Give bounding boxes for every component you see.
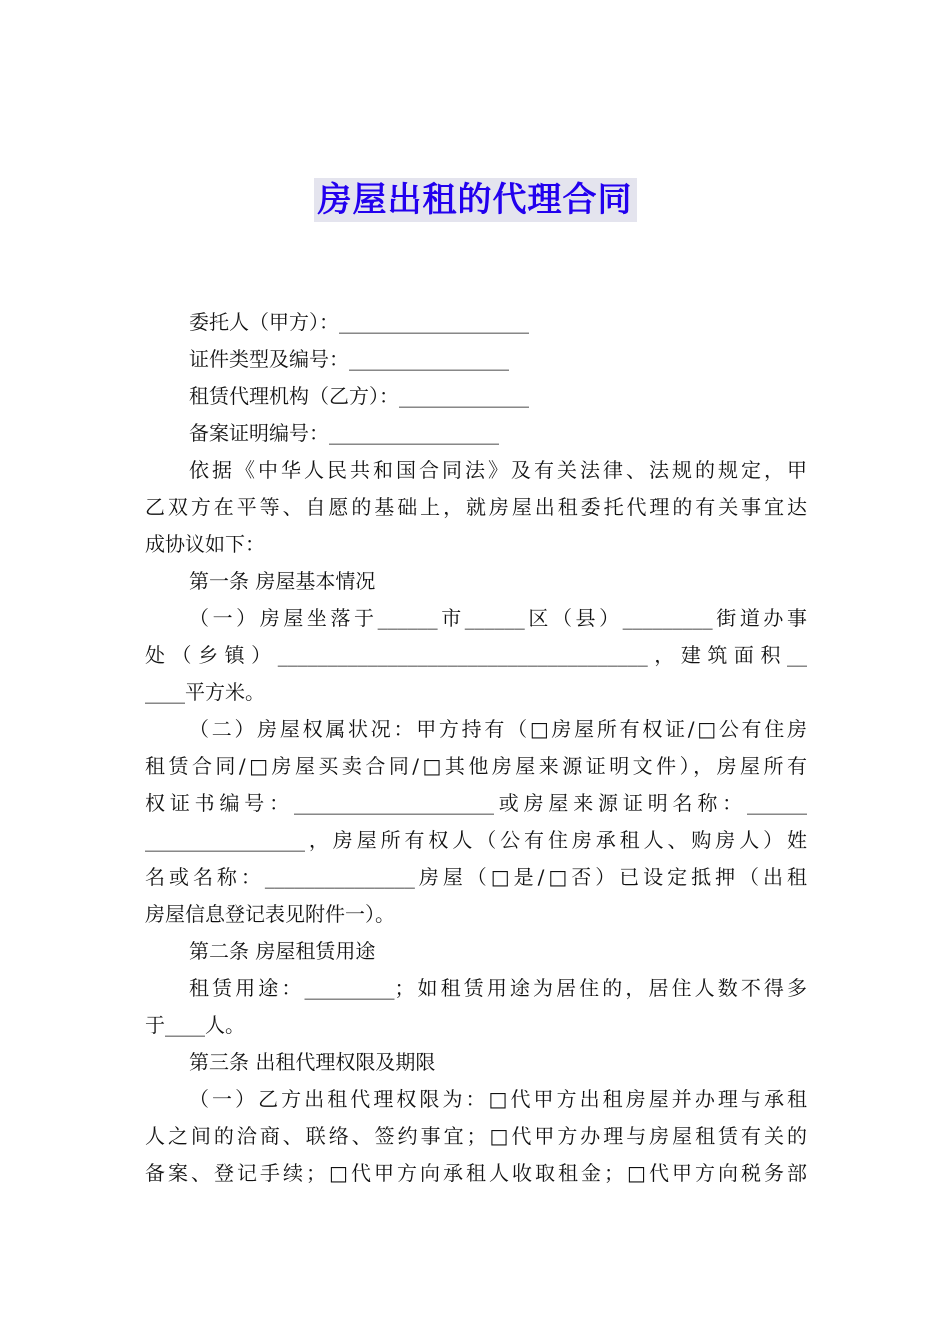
article-3-item-1-line-1: （一）乙方出租代理权限为：□代甲方出租房屋并办理与承租 [189,1087,807,1111]
article-3-item-1-line-2: 人之间的洽商、联络、签约事宜；□代甲方办理与房屋租赁有关的 [145,1124,807,1148]
document-title: 房屋出租的代理合同 [314,178,637,222]
article-3-heading: 第三条 出租代理权限及期限 [189,1050,436,1074]
article-1-item-1-line-1: （一）房屋坐落于______市______区（县）_________街道办事 [189,606,807,630]
article-2-line-1: 租赁用途：_________；如租赁用途为居住的，居住人数不得多 [189,976,807,1000]
article-1-item-2-line-3: 权证书编号：____________________或房屋来源证明名称：______ [145,791,807,815]
preamble-line-1: 依据《中华人民共和国合同法》及有关法律、法规的规定，甲 [189,458,807,482]
article-1-item-2-line-2: 租赁合同/□房屋买卖合同/□其他房屋来源证明文件），房屋所有 [145,754,807,778]
article-2-line-2: 于____人。 [145,1013,245,1037]
preamble-line-3: 成协议如下： [145,532,265,556]
filing-number-line: 备案证明编号：_________________ [189,421,499,445]
article-1-item-2-line-1: （二）房屋权属状况：甲方持有（□房屋所有权证/□公有住房 [189,717,807,741]
article-1-item-2-line-6: 房屋信息登记表见附件一）。 [145,902,395,926]
article-1-item-1-line-2: 处（乡镇）_____________________________________，建筑面积__ [145,643,807,667]
article-1-item-1-line-3: ____平方米。 [145,680,265,704]
article-1-heading: 第一条 房屋基本情况 [189,569,376,593]
principal-line: 委托人（甲方）：___________________ [189,310,529,334]
article-3-item-1-line-3: 备案、登记手续；□代甲方向承租人收取租金；□代甲方向税务部 [145,1161,807,1185]
id-type-line: 证件类型及编号：________________ [189,347,509,371]
preamble-line-2: 乙双方在平等、自愿的基础上，就房屋出租委托代理的有关事宜达 [145,495,807,519]
contract-body [145,304,807,1192]
agent-line: 租赁代理机构（乙方）：_____________ [189,384,529,408]
article-1-item-2-line-4: ________________，房屋所有权人（公有住房承租人、购房人）姓 [145,828,807,852]
article-1-item-2-line-5: 名或名称：_______________房屋（□是/□否）已设定抵押（出租 [145,865,807,889]
title-container [0,178,950,222]
article-2-heading: 第二条 房屋租赁用途 [189,939,376,963]
